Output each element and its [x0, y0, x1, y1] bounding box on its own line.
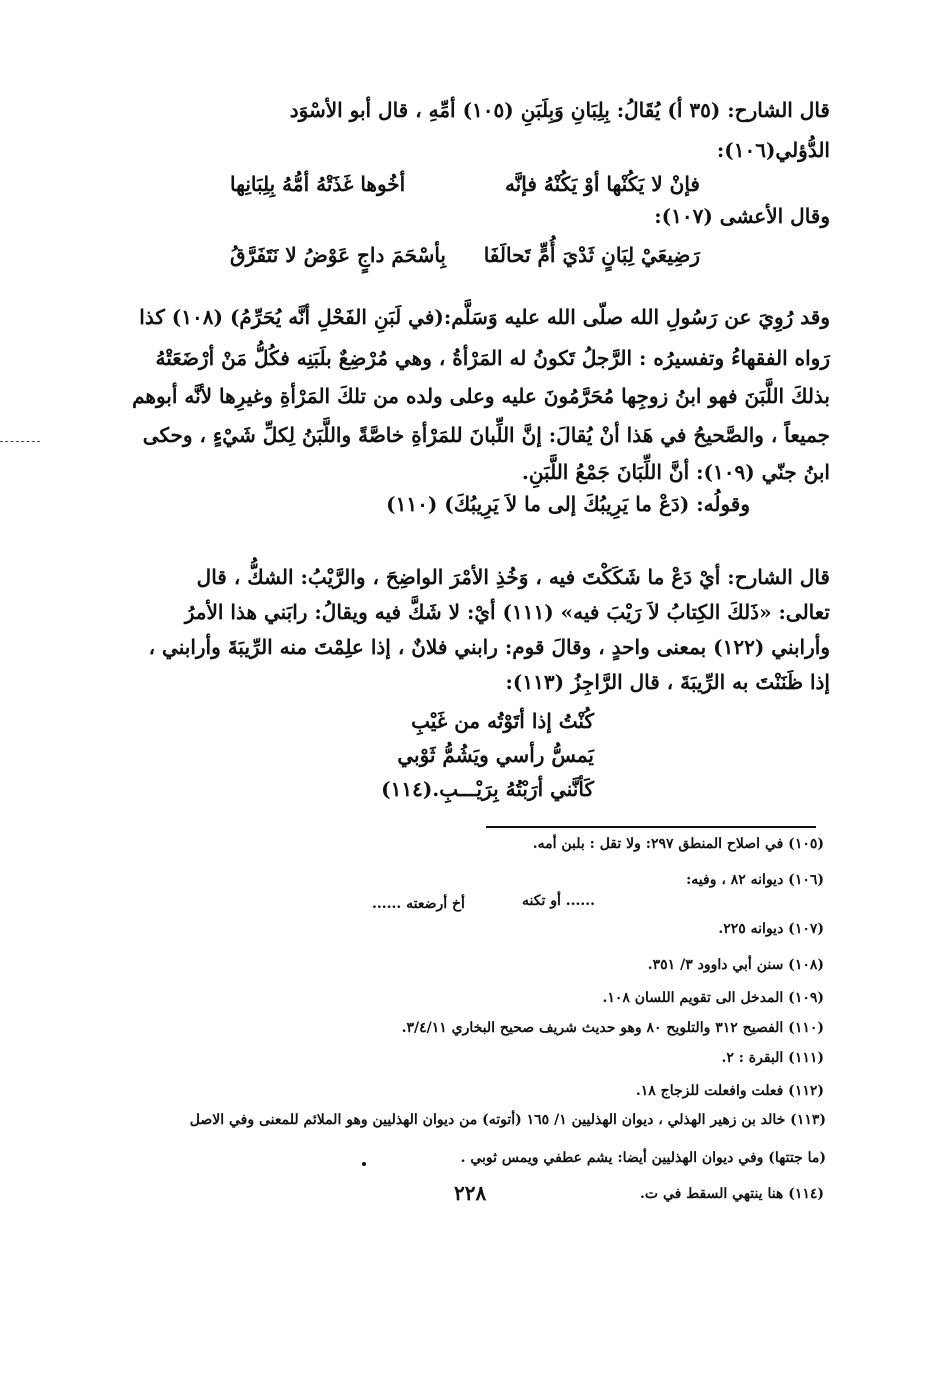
rajaz-line: يَمسُّ رأسي ويَشُمُّ ثَوْبي [397, 743, 594, 767]
text-line: وقولُه: (دَعْ ما يَرِيبُكَ إلى ما لاَ يَرِيبُكَ) (١١٠) [386, 492, 750, 516]
verse-hemistich-first: رَضِيعَيْ لِبَانٍ ثَدْيَ أُمٍّ تَحالَفَا [483, 243, 700, 267]
text-line: رَواه الفقهاءُ وتفسيرُه : الرَّجلُ تَكونُ له المَرْأةُ ، وهي مُرْضِعٌ بلَبَنِه فكُلُّ مَنْ أرْضَعَتْهُ [155, 346, 830, 370]
footnote: (١١٠) الفصيح ٣١٢ والتلويح ٨٠ وهو حديث شريف صحيح البخاري ٣/٤/١١. [401, 1020, 824, 1036]
footnote: (١٠٥) في اصلاح المنطق ٢٩٧: ولا تقل : بلبن أمه. [532, 836, 824, 852]
text-line: الدُّؤلي(١٠٦): [716, 138, 830, 162]
page-number: ٢٢٨ [454, 1181, 487, 1205]
text-line: وقد رُوِيَ عن رَسُولِ الله صلّى الله عليه وَسَلَّم:(في لَبَنِ الفَحْلِ أنَّه يُحَرِّمُ) (١٠٨) كذا [139, 305, 830, 329]
margin-mark [0, 441, 40, 442]
text-line: قال الشارح: (٣٥ أ) يُقَالُ: بِلِبَانِ وَبِلَبَنِ (١٠٥) أمِّهِ ، قال أبو الأسْوَد [289, 98, 830, 122]
footnote-divider [486, 826, 816, 828]
footnote: (١١٣) خالد بن زهير الهذلي ، ديوان الهذليين ١/ ١٦٥ (أتوته) من ديوان الهذليين وهو الملائم للمعنى وفي الاصل [189, 1112, 826, 1128]
footnote-verse-second: أخ أرضعته ...... [372, 896, 465, 912]
verse-hemistich-first: فإنْ لا يَكُنْها أوْ يَكُنْهُ فإنَّه [504, 172, 700, 196]
footnote: (١١٢) فعلت وافعلت للزجاج ١٨. [635, 1083, 824, 1099]
rajaz-line: كَأنَّني أرَبْتُهُ بِرَيْـــبِ.(١١٤) [381, 777, 594, 801]
text-line: تعالى: «ذَلكَ الكِتابُ لاَ رَيْبَ فيه» (١١١) أيْ: لا شَكَّ فيه ويقالُ: رابَني هذا الأمرُ [184, 600, 830, 624]
footnote: (١٠٦) ديوانه ٨٢ ، وفيه: [686, 872, 824, 888]
footnote: (١١٤) هنا ينتهي السقط في ت. [640, 1186, 824, 1202]
ink-dot [362, 1162, 366, 1166]
text-line: قال الشارح: أيْ دَعْ ما شَكَكْتَ فيه ، وَخُذِ الأمْرَ الواضِحَ ، والرَّيْبُ: الشكُّ ، قال [196, 565, 830, 589]
text-line: ابنُ جنّي (١٠٩): أنَّ اللِّبَانَ جَمْعُ اللَّبَنِ. [521, 460, 830, 484]
footnote: (١٠٧) ديوانه ٢٢٥. [718, 921, 824, 937]
footnote-continuation: (ما جتتها) وفي ديوان الهذليين أيضا: يشم عطفي ويمس ثوبي . [460, 1150, 826, 1166]
text-line: جميعاً ، والصَّحيحُ في هَذا أنْ يُقالَ: إنَّ اللِّبانَ للمَرْأةِ خاصَّةً واللَّبَنُ لِكلِّ شَيْءٍ ، وحكى [142, 423, 830, 447]
footnote: (١٠٩) المدخل الى تقويم اللسان ١٠٨. [602, 990, 824, 1006]
verse-hemistich-second: أخُوها غَذَتْهُ أمُّهُ بِلِبَانِها [230, 172, 406, 196]
footnote-verse-first: ...... أو تكنه [522, 893, 596, 909]
text-line: وأرابني (١٢٢) بمعنى واحدٍ ، وقالَ قوم: رابني فلانٌ ، إذا علِمْتَ منه الرِّيبَةَ وأرابني ، [148, 635, 830, 659]
text-line: وقال الأعشى (١٠٧): [654, 204, 830, 228]
footnote: (١١١) البقرة : ٢. [721, 1050, 824, 1066]
rajaz-line: كُنْتُ إذا أتَوْتُه من غَيْبِ [411, 709, 594, 733]
verse-hemistich-second: بِأسْحَمَ داجٍ عَوْضُ لا نَتَفَرَّقُ [230, 243, 446, 267]
text-line: إذا ظَنَنْتَ به الرِّيبَةَ ، قال الرَّاجِزُ (١١٣): [505, 670, 830, 694]
text-line: بذلكَ اللَّبَنَ فهو ابنُ زوجِها مُحَرَّمُونَ عليه وعلى ولده من تلكَ المَرْأةِ وغيرِها لأنَّه أبوهم [132, 384, 830, 408]
footnote: (١٠٨) سنن أبي داوود ٣/ ٣٥١. [647, 957, 824, 973]
